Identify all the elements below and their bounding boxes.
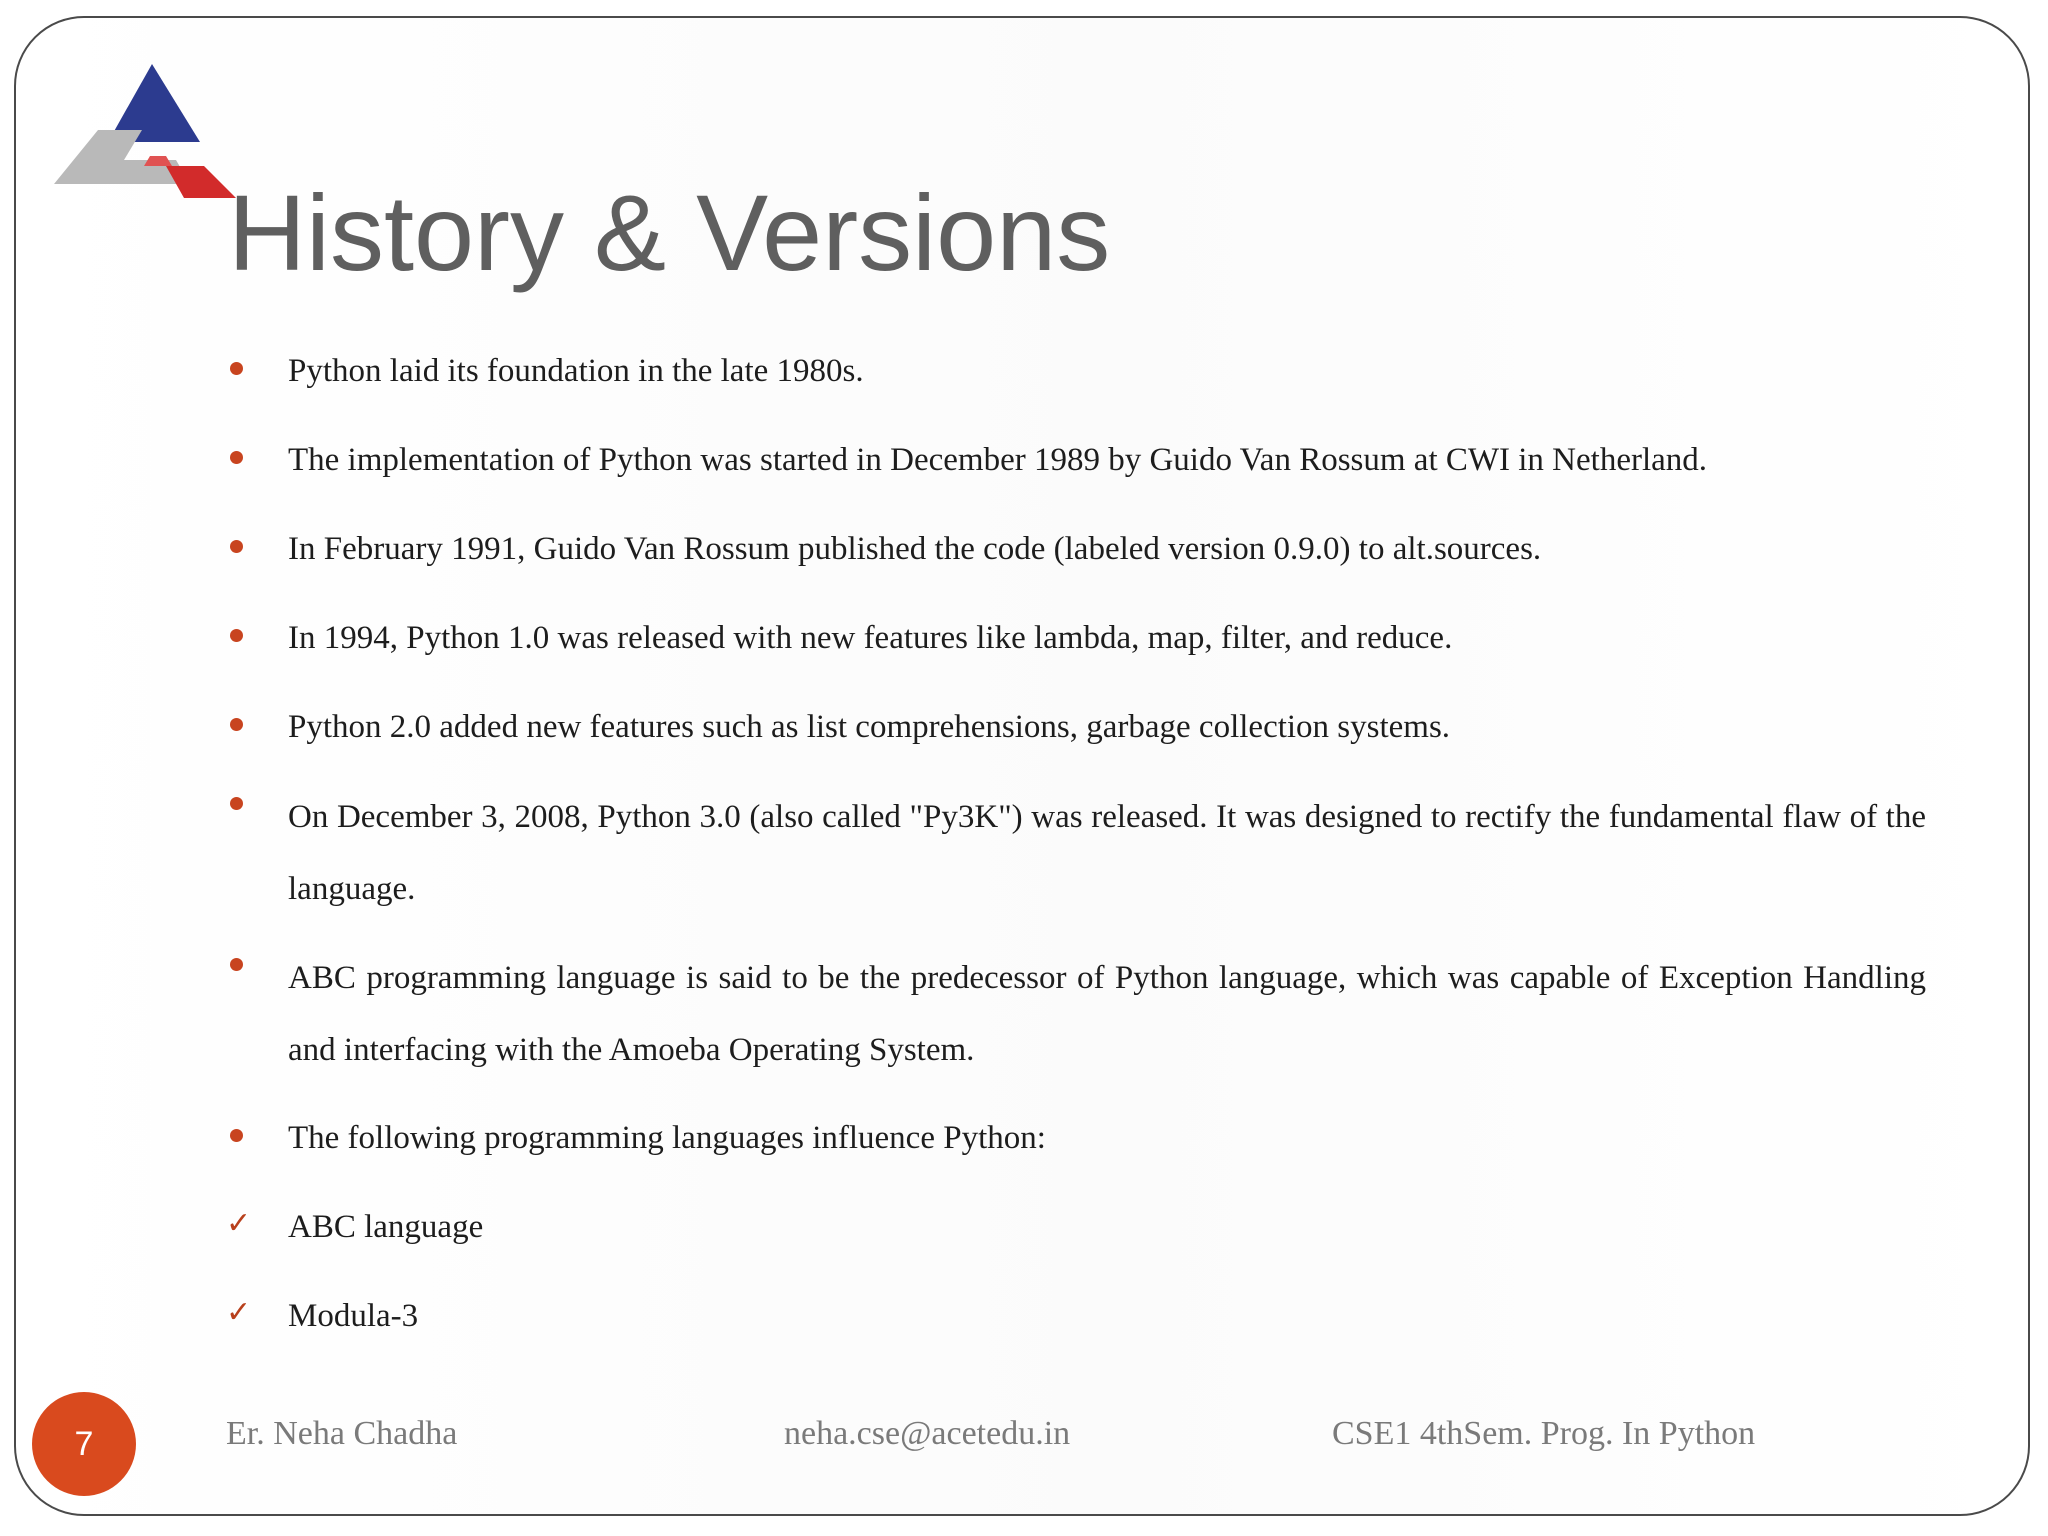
bullet-text: The following programming languages influence Python:	[288, 1120, 1046, 1156]
list-item	[226, 346, 1926, 397]
list-item	[226, 1291, 1926, 1342]
list-item	[226, 1113, 1926, 1164]
bullet-dot-icon	[230, 629, 243, 642]
bullet-text: ABC programming language is said to be the predecessor of Python language, which was capable of Exception Handling and interfacing with the Amoeba Operating System.	[288, 960, 1926, 1068]
list-item	[226, 702, 1926, 753]
footer-email: neha.cse@acetedu.in	[784, 1415, 1071, 1452]
bullet-dot-icon	[230, 362, 243, 375]
bullet-dot-icon	[230, 451, 243, 464]
bullet-list	[226, 346, 1926, 1380]
bullet-text: Python laid its foundation in the late 1980s.	[288, 353, 864, 389]
list-item	[226, 942, 1926, 1086]
checkmark-icon: ✓	[226, 1206, 252, 1241]
page-title: History & Versions	[228, 172, 1111, 293]
bullet-dot-icon	[230, 958, 243, 971]
list-item	[226, 1202, 1926, 1253]
list-item	[226, 435, 1926, 486]
bullet-dot-icon	[230, 718, 243, 731]
bullet-text: On December 3, 2008, Python 3.0 (also called "Py3K") was released. It was designed to rectify the fundamental flaw of the language.	[288, 799, 1926, 907]
list-item	[226, 613, 1926, 664]
bullet-dot-icon	[230, 797, 243, 810]
bullet-dot-icon	[230, 540, 243, 553]
page-number-badge: 7	[32, 1392, 136, 1496]
institute-logo-icon	[54, 62, 244, 200]
list-item	[226, 781, 1926, 925]
bullet-text: In February 1991, Guido Van Rossum published the code (labeled version 0.9.0) to alt.sources.	[288, 531, 1542, 567]
footer-course: CSE1 4thSem. Prog. In Python	[1332, 1415, 1756, 1452]
bullet-text: ABC language	[288, 1209, 484, 1245]
footer-author: Er. Neha Chadha	[226, 1415, 458, 1452]
bullet-dot-icon	[230, 1129, 243, 1142]
list-item	[226, 524, 1926, 575]
bullet-text: Modula-3	[288, 1298, 419, 1334]
bullet-text: Python 2.0 added new features such as list comprehensions, garbage collection systems.	[288, 709, 1451, 745]
bullet-text: The implementation of Python was started in December 1989 by Guido Van Rossum at CWI in Netherland.	[288, 442, 1708, 478]
bullet-text: In 1994, Python 1.0 was released with new features like lambda, map, filter, and reduce.	[288, 620, 1453, 656]
checkmark-icon: ✓	[226, 1295, 252, 1330]
